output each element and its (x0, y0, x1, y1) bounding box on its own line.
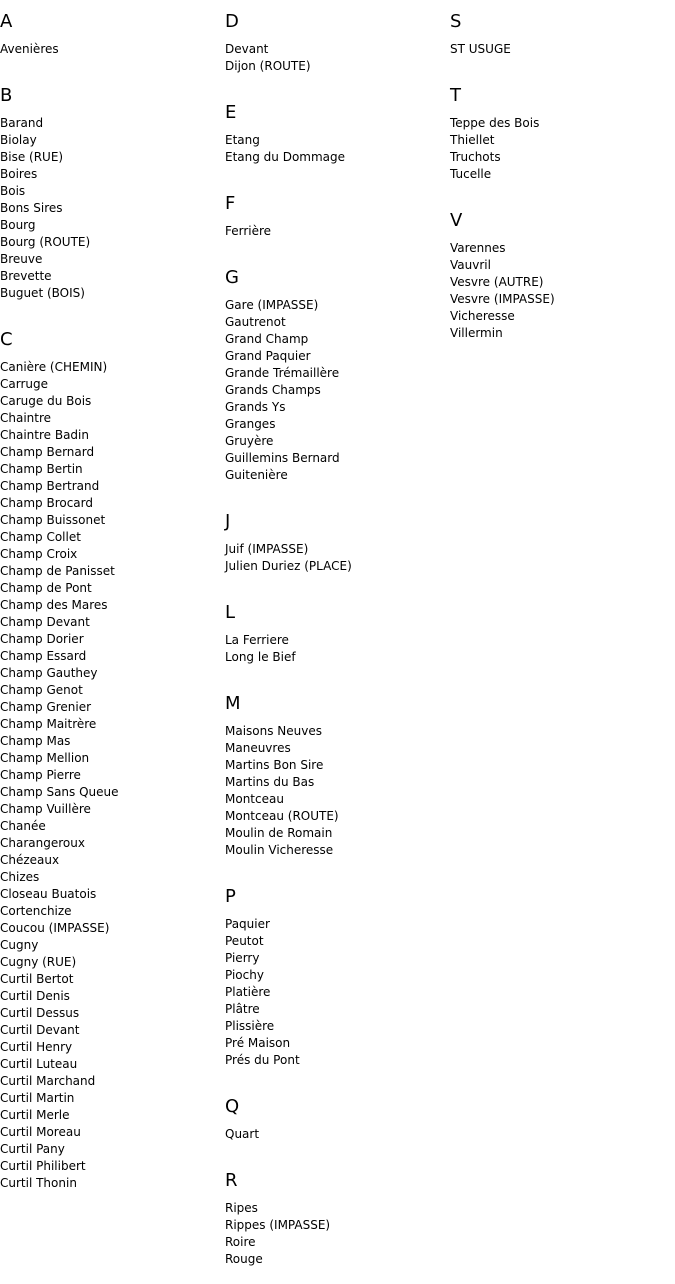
street-name[interactable]: Cugny (RUE) (0, 955, 77, 969)
street-list (225, 1200, 450, 1268)
street-name[interactable]: Buguet (BOIS) (0, 286, 85, 300)
street-name[interactable]: Moulin de Romain (225, 826, 333, 840)
street-name[interactable]: Avenières (0, 42, 59, 56)
letter-heading: D (225, 11, 239, 32)
street-name[interactable]: Canière (CHEMIN) (0, 360, 108, 374)
street-list (225, 916, 450, 1069)
letter-group-s (450, 0, 675, 58)
street-name[interactable]: Brevette (0, 269, 52, 283)
street-name[interactable]: Martins du Bas (225, 775, 315, 789)
street-list (225, 1126, 450, 1143)
street-name[interactable]: Devant (225, 42, 269, 56)
street-name[interactable]: Bourg (ROUTE) (0, 235, 91, 249)
letter-heading: F (225, 193, 236, 214)
letter-heading: Q (225, 1096, 240, 1117)
letter-group-q (225, 1085, 450, 1143)
street-name[interactable]: Grands Champs (225, 383, 321, 397)
street-name[interactable]: Grande Trémaillère (225, 366, 340, 380)
street-name[interactable]: Curtil Merle (0, 1108, 70, 1122)
column-3 (450, 0, 675, 358)
street-name[interactable]: Rippes (IMPASSE) (225, 1218, 331, 1232)
street-list (0, 115, 225, 302)
street-name[interactable]: Maisons Neuves (225, 724, 323, 738)
street-name[interactable]: Guillemins Bernard (225, 451, 340, 465)
letter-heading: C (0, 329, 13, 350)
street-name[interactable]: Plissière (225, 1019, 275, 1033)
street-name[interactable]: Bois (0, 184, 26, 198)
street-name[interactable]: Ferrière (225, 224, 272, 238)
street-name[interactable]: Champ Essard (0, 649, 87, 663)
street-name[interactable]: Curtil Dessus (0, 1006, 80, 1020)
street-name[interactable]: Grands Ys (225, 400, 286, 414)
letter-group-v (450, 199, 675, 342)
street-name[interactable]: Bise (RUE) (0, 150, 64, 164)
street-name[interactable]: Gare (IMPASSE) (225, 298, 319, 312)
street-name[interactable]: Chézeaux (0, 853, 60, 867)
letter-heading: M (225, 693, 241, 714)
street-name[interactable]: Paquier (225, 917, 270, 931)
street-name[interactable]: Moulin Vicheresse (225, 843, 334, 857)
street-name[interactable]: Teppe des Bois (450, 116, 540, 130)
street-name[interactable]: Gruyère (225, 434, 274, 448)
street-name[interactable]: Grand Champ (225, 332, 309, 346)
street-name[interactable]: Champ Mas (0, 734, 71, 748)
column-1 (0, 0, 225, 1208)
street-name[interactable]: Champ Vuillère (0, 802, 91, 816)
street-name[interactable]: Cugny (0, 938, 39, 952)
street-name[interactable]: Champ des Mares (0, 598, 108, 612)
street-name[interactable]: Curtil Denis (0, 989, 70, 1003)
letter-group-t (450, 74, 675, 183)
street-name[interactable]: Curtil Martin (0, 1091, 75, 1105)
letter-group-l (225, 591, 450, 666)
street-name[interactable]: Montceau (225, 792, 284, 806)
street-name[interactable]: Long le Bief (225, 650, 296, 664)
street-name[interactable]: Varennes (450, 241, 506, 255)
street-name[interactable]: Caruge du Bois (0, 394, 92, 408)
letter-heading: R (225, 1170, 238, 1191)
letter-heading: L (225, 602, 236, 623)
street-name[interactable]: Champ Gauthey (0, 666, 98, 680)
street-name[interactable]: Chaintre (0, 411, 52, 425)
street-list (225, 41, 450, 75)
street-name[interactable]: Breuve (0, 252, 43, 266)
street-list (225, 223, 450, 240)
street-name[interactable]: Champ Croix (0, 547, 78, 561)
letter-heading: S (450, 11, 462, 32)
street-name[interactable]: Curtil Pany (0, 1142, 65, 1156)
street-list (450, 115, 675, 183)
street-name[interactable]: Piochy (225, 968, 264, 982)
street-name[interactable]: Curtil Moreau (0, 1125, 81, 1139)
street-name[interactable]: Ripes (225, 1201, 258, 1215)
street-name[interactable]: Champ Bertrand (0, 479, 100, 493)
street-name[interactable]: Thiellet (450, 133, 495, 147)
letter-group-d (225, 0, 450, 75)
letter-heading: B (0, 85, 13, 106)
street-name[interactable]: Curtil Philibert (0, 1159, 86, 1173)
street-name[interactable]: Boires (0, 167, 38, 181)
street-name[interactable]: Champ Bertin (0, 462, 83, 476)
letter-heading: J (225, 511, 231, 532)
letter-group-b (0, 74, 225, 302)
letter-heading: G (225, 267, 239, 288)
street-list (450, 41, 675, 58)
street-name[interactable]: Champ Pierre (0, 768, 81, 782)
street-name[interactable]: Prés du Pont (225, 1053, 300, 1067)
street-name[interactable]: Champ Mellion (0, 751, 90, 765)
letter-group-c (0, 318, 225, 1192)
street-name[interactable]: Cortenchize (0, 904, 72, 918)
street-name[interactable]: Tucelle (450, 167, 492, 181)
street-list (225, 632, 450, 666)
street-name[interactable]: Villermin (450, 326, 503, 340)
street-name[interactable]: Gautrenot (225, 315, 286, 329)
letter-group-f (225, 182, 450, 240)
street-name[interactable]: Vesvre (IMPASSE) (450, 292, 555, 306)
street-name[interactable]: Chaintre Badin (0, 428, 89, 442)
street-name[interactable]: Peutot (225, 934, 264, 948)
street-name[interactable]: ST USUGE (450, 42, 511, 56)
letter-heading: E (225, 102, 237, 123)
street-name[interactable]: Charangeroux (0, 836, 85, 850)
street-name[interactable]: Julien Duriez (PLACE) (225, 559, 352, 573)
street-name[interactable]: Martins Bon Sire (225, 758, 324, 772)
street-name[interactable]: Vesvre (AUTRE) (450, 275, 544, 289)
street-name[interactable]: Chizes (0, 870, 40, 884)
street-name[interactable]: Granges (225, 417, 276, 431)
letter-group-a (0, 0, 225, 58)
street-name[interactable]: Curtil Marchand (0, 1074, 96, 1088)
street-name[interactable]: Grand Paquier (225, 349, 311, 363)
street-name[interactable]: Chanée (0, 819, 46, 833)
street-name[interactable]: Champ Sans Queue (0, 785, 119, 799)
street-name[interactable]: Champ Collet (0, 530, 81, 544)
street-name[interactable]: Champ Maitrère (0, 717, 97, 731)
street-name[interactable]: Champ de Pont (0, 581, 92, 595)
street-name[interactable]: Champ Grenier (0, 700, 92, 714)
street-name[interactable]: Coucou (IMPASSE) (0, 921, 110, 935)
street-name[interactable]: Barand (0, 116, 44, 130)
street-name[interactable]: Champ de Panisset (0, 564, 115, 578)
street-list (225, 132, 450, 166)
street-name[interactable]: Pré Maison (225, 1036, 291, 1050)
street-name[interactable]: Biolay (0, 133, 37, 147)
street-list (0, 359, 225, 1192)
letter-group-e (225, 91, 450, 166)
street-name[interactable]: Champ Buissonet (0, 513, 106, 527)
street-name[interactable]: Curtil Thonin (0, 1176, 77, 1190)
street-list (225, 297, 450, 484)
street-name[interactable]: Carruge (0, 377, 48, 391)
street-name[interactable]: Maneuvres (225, 741, 291, 755)
street-name[interactable]: Curtil Devant (0, 1023, 80, 1037)
street-name[interactable]: Bourg (0, 218, 36, 232)
street-name[interactable]: Pierry (225, 951, 260, 965)
street-name[interactable]: Dijon (ROUTE) (225, 59, 311, 73)
street-name[interactable]: Curtil Luteau (0, 1057, 78, 1071)
street-name[interactable]: Roire (225, 1235, 256, 1249)
letter-heading: T (450, 85, 461, 106)
street-list (0, 41, 225, 58)
street-name[interactable]: Closeau Buatois (0, 887, 97, 901)
street-name[interactable]: Curtil Bertot (0, 972, 74, 986)
street-name[interactable]: Juif (IMPASSE) (225, 542, 309, 556)
street-name[interactable]: Rouge (225, 1252, 263, 1266)
letter-group-g (225, 256, 450, 484)
street-name[interactable]: Champ Bernard (0, 445, 95, 459)
street-name[interactable]: Bons Sires (0, 201, 63, 215)
street-name[interactable]: Champ Brocard (0, 496, 93, 510)
street-name[interactable]: Montceau (ROUTE) (225, 809, 339, 823)
street-name[interactable]: Champ Dorier (0, 632, 84, 646)
street-name[interactable]: Platière (225, 985, 271, 999)
street-name[interactable]: Etang du Dommage (225, 150, 346, 164)
letter-heading: V (450, 210, 463, 231)
letter-heading: A (0, 11, 13, 32)
letter-heading: P (225, 886, 236, 907)
street-list (225, 541, 450, 575)
street-name[interactable]: Quart (225, 1127, 260, 1141)
street-name[interactable]: Plâtre (225, 1002, 260, 1016)
street-name[interactable]: Etang (225, 133, 260, 147)
street-name[interactable]: La Ferriere (225, 633, 289, 647)
letter-group-m (225, 682, 450, 859)
street-list (225, 723, 450, 859)
street-name[interactable]: Champ Devant (0, 615, 90, 629)
street-name[interactable]: Guitenière (225, 468, 288, 482)
street-name[interactable]: Vicheresse (450, 309, 515, 323)
letter-group-p (225, 875, 450, 1069)
street-name[interactable]: Champ Genot (0, 683, 83, 697)
street-name[interactable]: Curtil Henry (0, 1040, 73, 1054)
letter-group-j (225, 500, 450, 575)
street-name[interactable]: Vauvril (450, 258, 491, 272)
street-name[interactable]: Truchots (450, 150, 501, 164)
column-2 (225, 0, 450, 1284)
street-list (450, 240, 675, 342)
letter-group-r (225, 1159, 450, 1268)
